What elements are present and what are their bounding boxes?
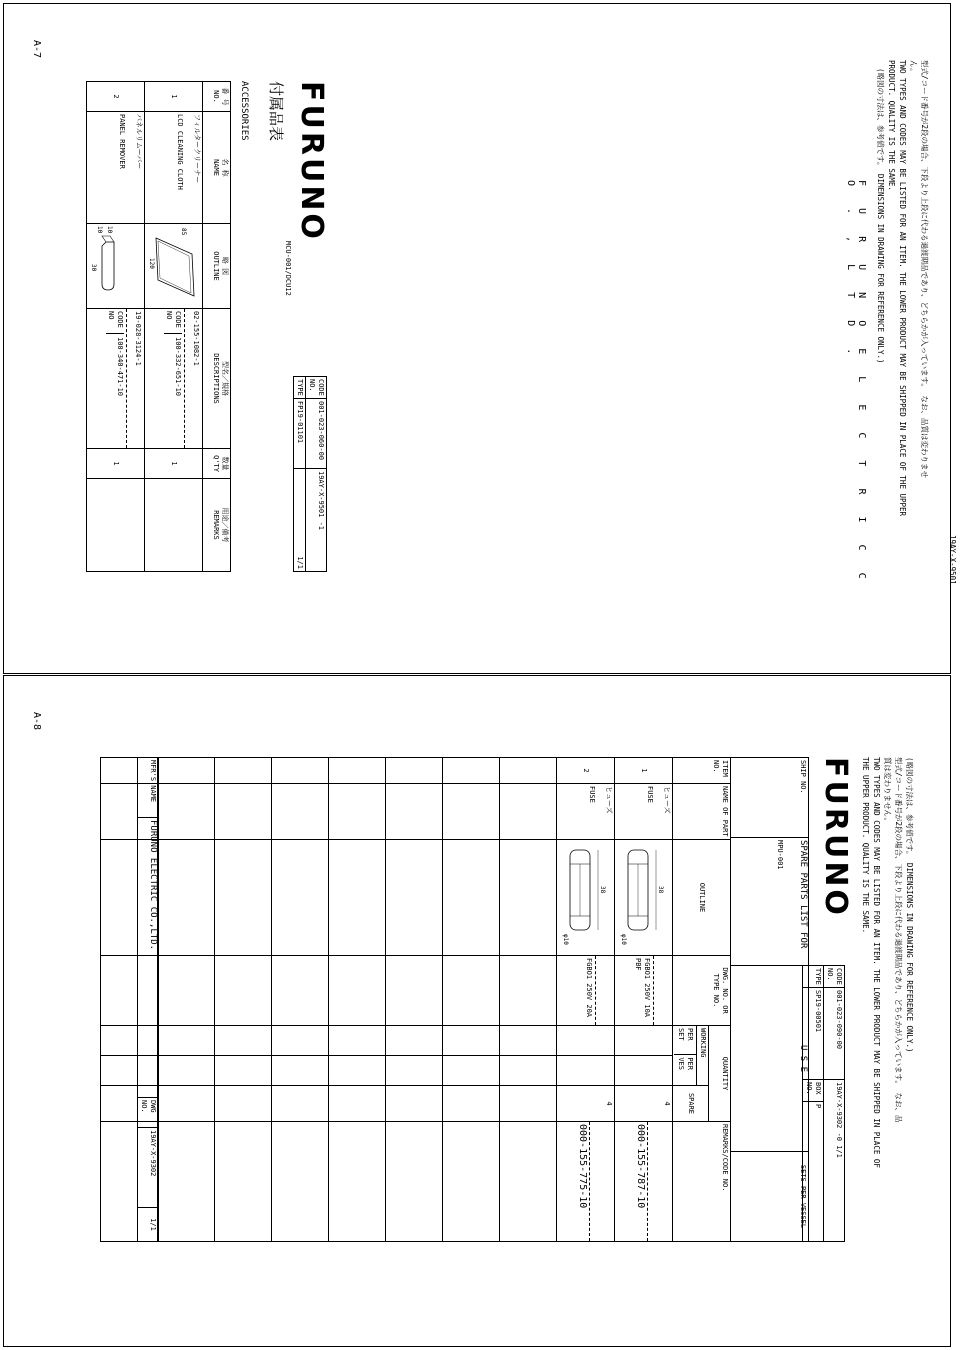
note-line: TWO TYPES AND CODES MAY BE LISTED FOR AN ITEM. THE LOWER PRODUCT MAY BE SHIPPED IN PLACE OF THE UPPER <box>898 60 907 517</box>
fuse-outline <box>615 840 673 956</box>
table-row-empty <box>215 758 272 1242</box>
item-no-header: ITEM NO. <box>673 758 731 784</box>
box-no-label: BOX NO. <box>803 1080 824 1102</box>
type-value: SP19-00501 <box>803 988 824 1080</box>
spare-parts-table <box>100 757 731 1242</box>
row-per-ves <box>557 1056 615 1086</box>
per-ves-header: PER VES <box>677 1057 694 1070</box>
row-remarks <box>145 479 203 572</box>
note-line: 型式/コード番号が2段の場合、下段より上段に代わる過渡期品であり、どちらかが入っています。 なお、品 <box>894 757 903 1123</box>
fuse-outline-drawing <box>618 840 672 954</box>
outline-header: OUTLINE <box>673 840 731 956</box>
row-name-en: FUSE <box>588 786 596 803</box>
table-row <box>87 82 145 572</box>
remarks-header-jp: 用途／備考 <box>221 507 229 543</box>
table-row <box>145 82 203 572</box>
row-type: FGBO1 250V 20A <box>582 956 596 1025</box>
row-per-set <box>557 1026 615 1056</box>
page-label-a8: A-8 <box>31 712 42 731</box>
row-type: 02-155-1082-1 <box>184 309 202 448</box>
row-per-set <box>615 1026 673 1056</box>
spare-title: SPARE PARTS LIST FOR <box>798 840 808 949</box>
page-label-a7: A-7 <box>31 40 42 59</box>
code-no-value: 001-023-090-00 <box>824 988 845 1080</box>
accessories-notes <box>820 60 957 600</box>
doc-no-value: 19AY-X-9501 -1 <box>306 469 327 572</box>
remover-dim-a: 10 <box>106 226 113 234</box>
code-label: CODE NO <box>165 311 182 328</box>
fuse-dim-b: φ10 <box>620 934 627 945</box>
table-row-empty <box>386 758 443 1242</box>
row-type: 19-028-3124-1 <box>126 309 144 448</box>
note-line: 型式/コード番号が2段の場合、下段より上段に代わる過渡期品であり、どちらかが入っています。 なお、品質は変わりませ <box>920 60 929 478</box>
accessories-title-en: ACCESSORIES <box>239 81 249 141</box>
dwg-no-value: 19AY-X-9302 <box>138 1128 159 1208</box>
row-qty: 1 <box>145 449 203 479</box>
dwg-no-label: DWG NO. <box>138 1098 159 1128</box>
table-row <box>557 758 615 1242</box>
spare-notes <box>845 757 915 1237</box>
table-row-empty <box>500 758 557 1242</box>
row-no: 2 <box>87 82 145 112</box>
model-value: MCU-001/DCU12 <box>284 241 292 296</box>
use-label: U S E <box>731 966 809 1152</box>
note-line: ん。 <box>909 60 918 76</box>
row-spare: 4 <box>557 1086 615 1122</box>
note-line: 質は変わりません。 <box>883 757 892 825</box>
fuse-dim-a: 38 <box>599 886 606 894</box>
remover-outline-drawing <box>90 224 144 308</box>
code-no-label: CODE NO. <box>306 377 327 399</box>
sets-per-vessel: SETS PER VESSEL <box>799 1164 807 1229</box>
model-value: MPU-001 <box>776 840 784 870</box>
note-line: PRODUCT. QUALITY IS THE SAME. <box>887 60 896 191</box>
company-name: F U R U N O E L E C T R I C C O . , L T D . <box>845 180 867 587</box>
row-name-jp: ヒューズ <box>663 786 671 814</box>
spare-header-box <box>730 757 809 1242</box>
outline-header-en: OUTLINE <box>212 251 220 281</box>
accessories-code-box <box>293 376 327 572</box>
table-row-empty <box>443 758 500 1242</box>
table-row-empty <box>158 758 215 1242</box>
remarks-header-en: REMARKS <box>212 510 220 540</box>
spare-parts-sheet <box>137 757 853 1243</box>
name-header-en: NAME <box>212 159 220 176</box>
row-name-jp: パネルリムーバー <box>135 114 143 170</box>
cloth-outline <box>145 224 203 309</box>
footer-code: 19AY-X-9501 <box>948 535 957 585</box>
row-item: 2 <box>557 758 615 784</box>
row-name-jp: ヒューズ <box>605 786 613 814</box>
cloth-dim-b: 85 <box>180 228 187 236</box>
furuno-logo: FURUNO <box>294 81 329 242</box>
row-item: 1 <box>615 758 673 784</box>
accessories-table <box>86 81 231 572</box>
row-per-ves <box>615 1056 673 1086</box>
row-qty: 1 <box>87 449 145 479</box>
row-name-en: FUSE <box>646 786 654 803</box>
table-row <box>615 758 673 1242</box>
doc-no-value: 19AY-X-9302 -0 1/1 <box>824 1080 845 1242</box>
working-header: WORKING <box>696 1026 708 1085</box>
outline-header-jp: 略 図 <box>221 256 229 276</box>
remarks-header: REMARKS/CODE NO. <box>673 1122 731 1242</box>
table-row-empty <box>272 758 329 1242</box>
code-label: CODE NO <box>107 311 124 328</box>
name-header: NAME OF PART <box>673 784 731 840</box>
fuse-outline-drawing <box>560 840 614 954</box>
note-line: THE UPPER PRODUCT. QUALITY IS THE SAME. <box>861 757 870 934</box>
sheet-value: 1/1 <box>138 1208 159 1242</box>
row-name-en: PANEL REMOVER <box>118 114 126 169</box>
desc-header-jp: 型名／規格 <box>221 361 229 396</box>
box-no-value: P <box>803 1102 824 1242</box>
row-spare: 4 <box>615 1086 673 1122</box>
row-code: 100-340-471-10 <box>106 333 124 396</box>
spare-footer-box <box>137 757 159 1242</box>
ship-no-label: SHIP NO. <box>731 758 809 838</box>
qty-header-en: Q'TY <box>212 455 220 472</box>
row-code: 100-332-651-10 <box>164 333 182 396</box>
row-remarks <box>87 479 145 572</box>
mfr-value: FURUNO ELECTRIC CO.,LTD. <box>138 818 159 1098</box>
remover-outline <box>87 224 145 309</box>
furuno-logo: FURUNO <box>818 757 853 918</box>
table-row-empty <box>329 758 386 1242</box>
row-name-en: LCD CLEANING CLOTH <box>176 114 184 190</box>
note-line: (略図の寸法は、参考値です。 DIMENSIONS IN DRAWING FOR REFERENCE ONLY.) <box>905 757 914 1053</box>
cloth-dim-a: 120 <box>148 258 155 269</box>
name-header-jp: 名 称 <box>221 158 229 177</box>
page-of: 1/1 <box>294 469 306 572</box>
row-type: FGBO1 250V 10A PBF <box>631 956 654 1025</box>
quantity-header: QUANTITY <box>709 1026 731 1122</box>
mfr-label: MFR'S NAME <box>138 758 159 818</box>
cloth-outline-drawing <box>148 224 202 308</box>
code-no-value: 001-023-060-00 <box>306 399 327 469</box>
accessories-title-jp: 付属品表 <box>267 81 285 142</box>
no-header-jp: 番 号 <box>221 87 229 106</box>
remover-dim-b: 10 <box>96 226 103 234</box>
dwg-header: DWG. NO. OR TYPE NO. <box>673 956 731 1026</box>
remover-dim-c: 30 <box>90 264 97 272</box>
code-no-label: CODE NO. <box>824 966 845 988</box>
accessories-sheet <box>83 81 327 571</box>
fuse-outline <box>557 840 615 956</box>
note-line: TWO TYPES AND CODES MAY BE LISTED FOR AN ITEM. THE LOWER PRODUCT MAY BE SHIPPED IN PLACE OF <box>872 757 881 1168</box>
row-name-jp: フィルタークリーナー <box>193 114 201 184</box>
row-no: 1 <box>145 82 203 112</box>
desc-header-en: DESCRIPTIONS <box>212 353 220 404</box>
type-value: FP19-01101 <box>294 399 306 469</box>
note-line: (略図の寸法は、参考値です。 DIMENSIONS IN DRAWING FOR REFERENCE ONLY.) <box>876 68 885 364</box>
type-label: TYPE <box>294 377 306 399</box>
spare-header: SPARE <box>673 1086 709 1122</box>
row-code: 000-155-775-10 <box>576 1122 590 1241</box>
row-code: 000-155-787-10 <box>634 1122 648 1241</box>
per-set-header: PER SET <box>674 1026 696 1055</box>
fuse-dim-b: φ10 <box>562 934 569 945</box>
fuse-dim-a: 38 <box>657 886 664 894</box>
type-label: TYPE <box>803 966 824 988</box>
no-header-en: NO. <box>212 90 220 103</box>
qty-header-jp: 数量 <box>221 456 229 471</box>
